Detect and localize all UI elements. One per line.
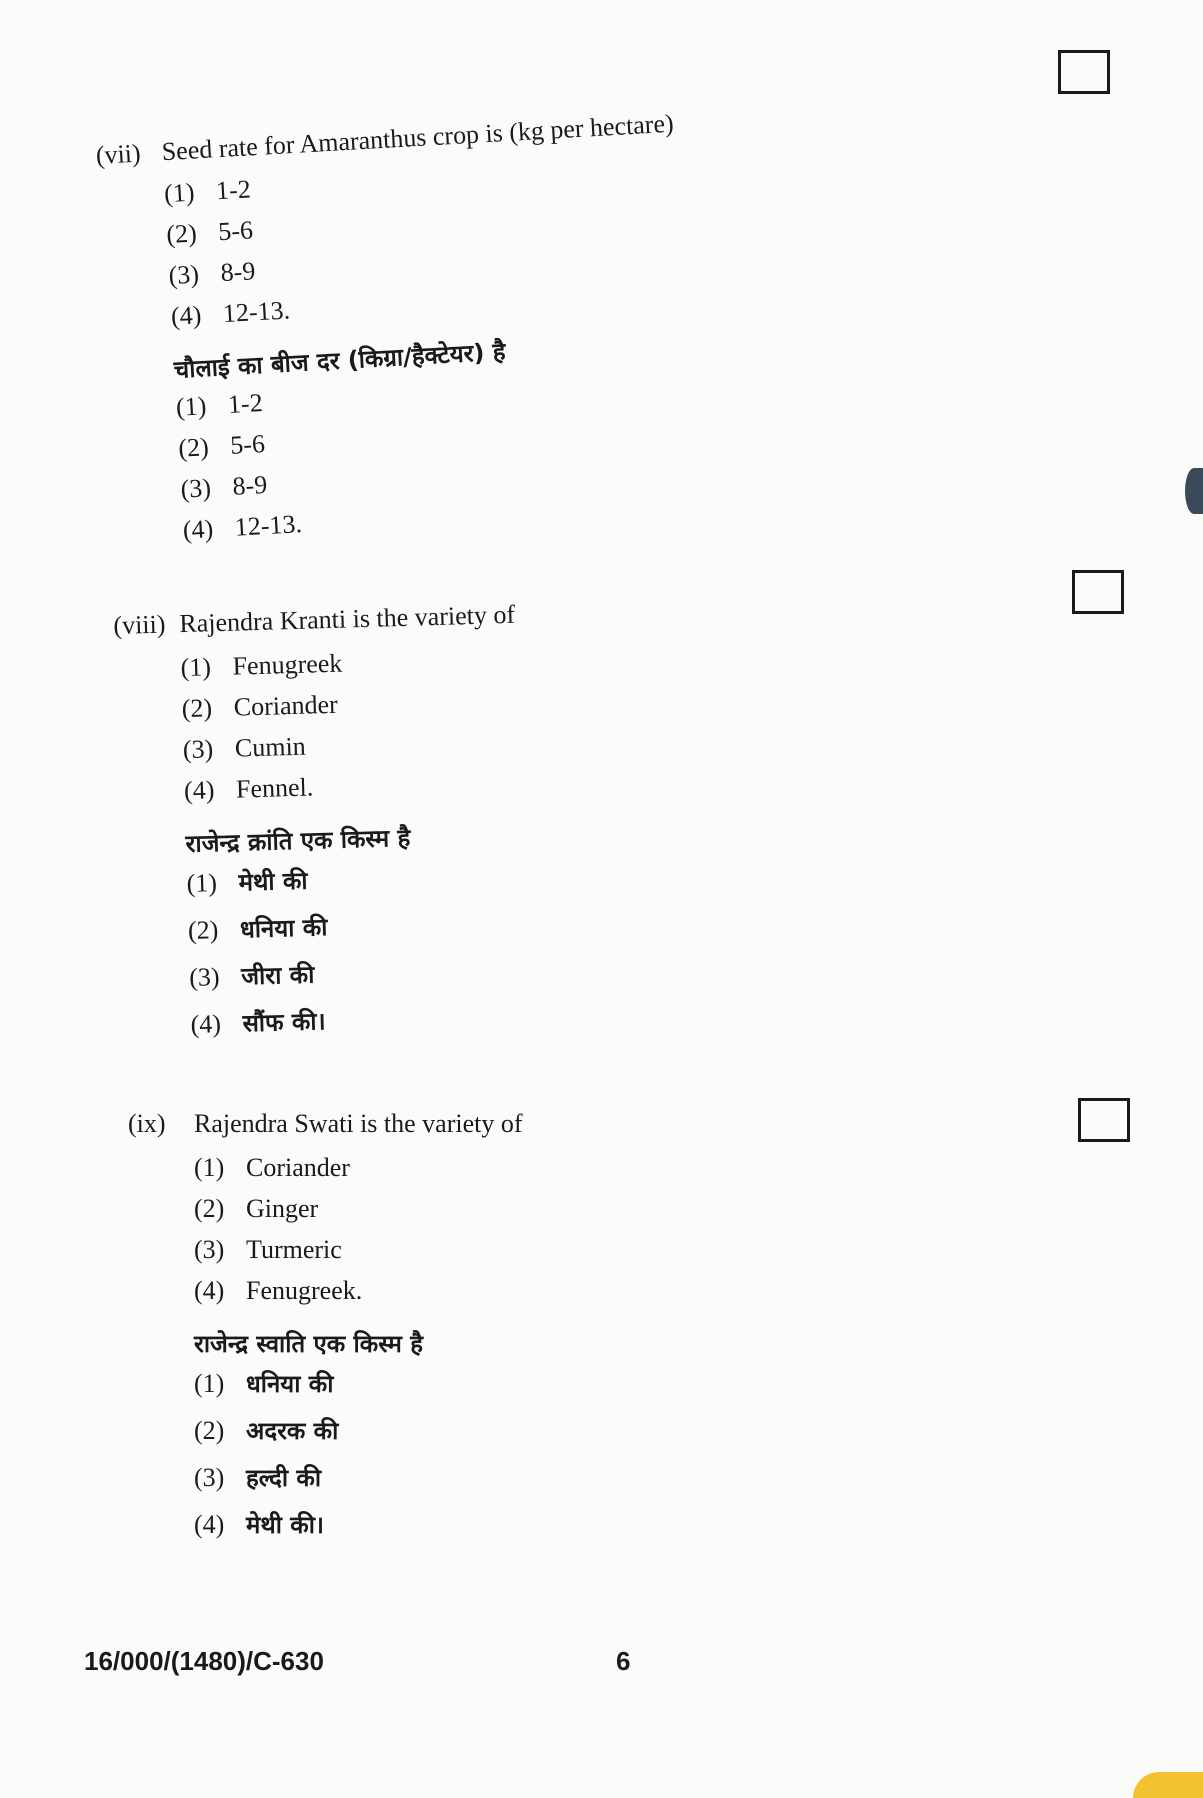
- question-text-hi: राजेन्द्र क्रांति एक किस्म है: [185, 823, 411, 859]
- option-2[interactable]: (2) 5-6: [165, 215, 254, 250]
- binder-clip-mark: [1185, 468, 1203, 514]
- question-number: (viii): [113, 609, 166, 640]
- question-ix: [128, 1108, 523, 1556]
- option-hi-4[interactable]: (4) 12-13.: [182, 509, 303, 545]
- question-vii: [95, 108, 696, 560]
- question-head: [113, 599, 515, 642]
- answer-box-ix[interactable]: [1078, 1098, 1130, 1142]
- option-hi-4[interactable]: (4) सौंफ की।: [190, 1007, 327, 1039]
- option-hi-2[interactable]: (2) धनिया की: [187, 913, 328, 946]
- question-text-hi: राजेन्द्र स्वाति एक किस्म है: [194, 1330, 423, 1358]
- options-hi: [186, 859, 527, 1056]
- options-en: [194, 1152, 523, 1316]
- option-3[interactable]: (3) 8-9: [167, 256, 257, 291]
- option-hi-2[interactable]: (2) 5-6: [177, 429, 266, 463]
- corner-object: [1133, 1772, 1203, 1798]
- option-hi-3[interactable]: (3) 8-9: [179, 469, 268, 504]
- question-viii: [113, 599, 527, 1058]
- option-hi-1[interactable]: (1) मेथी की: [186, 866, 308, 899]
- option-1[interactable]: (1) Coriander: [194, 1153, 350, 1182]
- option-hi-4[interactable]: (4) मेथी की।: [194, 1510, 325, 1539]
- question-number: (ix): [128, 1109, 166, 1138]
- options-en: [180, 643, 520, 816]
- option-2[interactable]: (2) Coriander: [181, 689, 339, 724]
- option-4[interactable]: (4) Fenugreek.: [194, 1276, 363, 1305]
- option-3[interactable]: (3) Turmeric: [194, 1235, 342, 1264]
- options-hi: [175, 363, 696, 555]
- option-4[interactable]: (4) 12-13.: [170, 295, 291, 332]
- question-text-hi: चौलाई का बीज दर (किग्रा/हैक्टेयर) है: [173, 337, 507, 384]
- option-1[interactable]: (1) Fenugreek: [180, 648, 343, 683]
- options-en: [163, 150, 684, 342]
- paper-code: 16/000/(1480)/C-630: [84, 1646, 324, 1676]
- option-hi-1[interactable]: (1) धनिया की: [194, 1369, 334, 1398]
- page-number: 6: [616, 1646, 631, 1676]
- question-head: [128, 1108, 523, 1140]
- option-2[interactable]: (2) Ginger: [194, 1194, 319, 1223]
- option-hi-1[interactable]: (1) 1-2: [175, 388, 264, 422]
- option-hi-3[interactable]: (3) जीरा की: [188, 960, 315, 993]
- question-text-en: Rajendra Swati is the variety of: [194, 1109, 523, 1138]
- option-4[interactable]: (4) Fennel.: [183, 772, 314, 806]
- answer-box-viii[interactable]: [1072, 570, 1124, 614]
- option-1[interactable]: (1) 1-2: [163, 174, 252, 209]
- question-text-en: Seed rate for Amaranthus crop is (kg per hectare): [160, 108, 675, 167]
- question-number: (vii): [95, 138, 142, 170]
- option-hi-3[interactable]: (3) हल्दी की: [194, 1463, 322, 1492]
- question-text-en: Rajendra Kranti is the variety of: [179, 599, 516, 639]
- options-hi: [194, 1368, 523, 1556]
- answer-box-vii[interactable]: [1058, 50, 1110, 94]
- option-3[interactable]: (3) Cumin: [182, 731, 307, 765]
- option-hi-2[interactable]: (2) अदरक की: [194, 1416, 339, 1445]
